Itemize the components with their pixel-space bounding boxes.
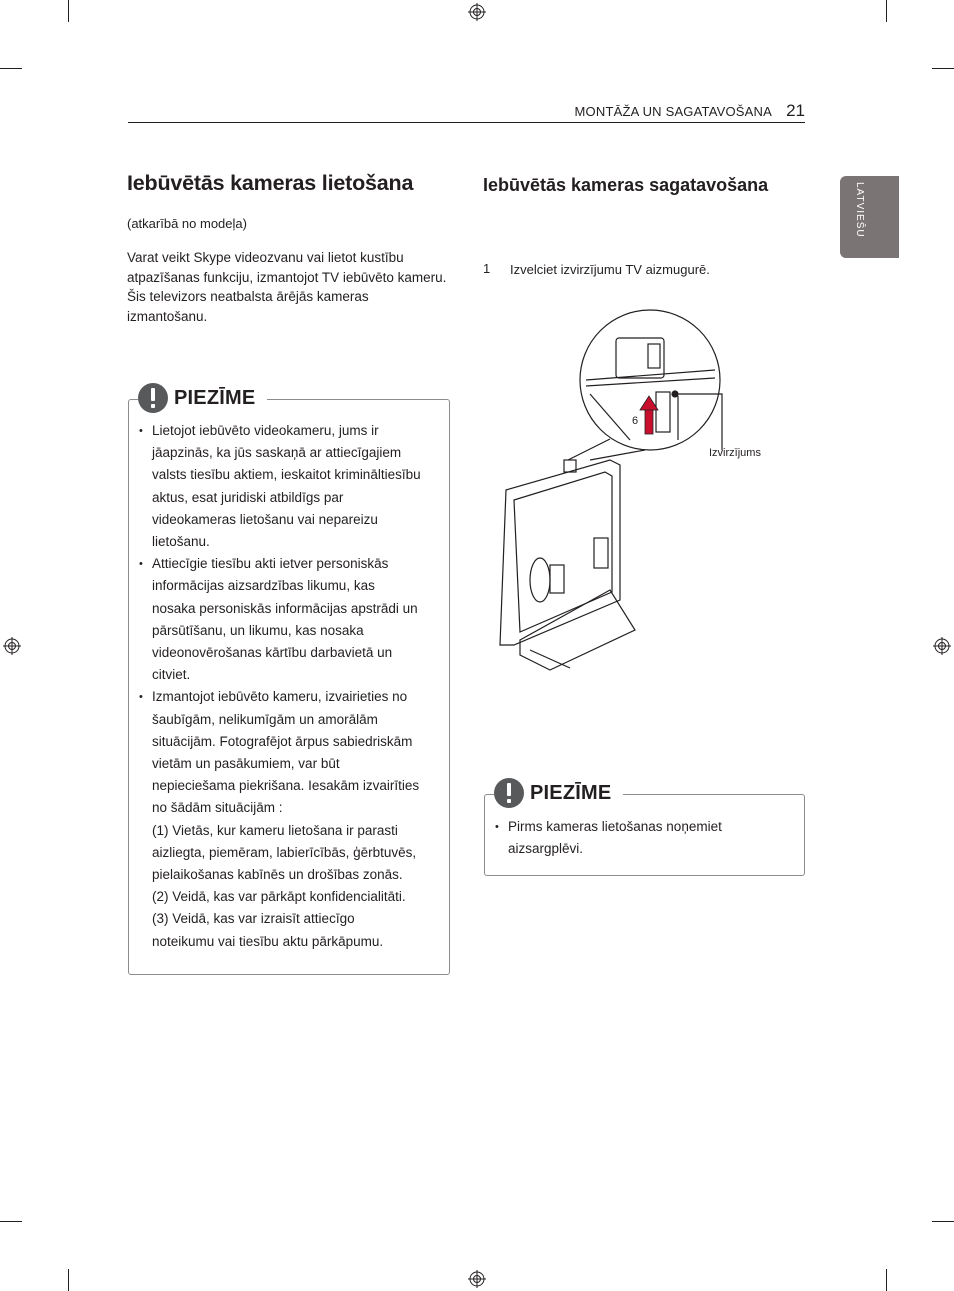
running-head (128, 100, 805, 123)
crop-mark (932, 68, 954, 69)
tv-back (500, 460, 635, 670)
section-heading: Iebūvētās kameras sagatavošana (483, 175, 769, 195)
step-text: Izvelciet izvirzījumu TV aizmugurē. (510, 262, 710, 277)
language-tab (840, 176, 899, 258)
page-number: 21 (786, 101, 805, 120)
registration-mark-icon (468, 1270, 486, 1288)
up-arrow-icon (640, 396, 658, 434)
callout-label: Izvirzījums (709, 447, 761, 459)
note-title: PIEZĪME (174, 386, 256, 409)
model-note: (atkarībā no modeļa) (127, 216, 247, 231)
crop-mark (932, 1221, 954, 1222)
language-tab-label: LATVIEŠU (854, 182, 865, 238)
section-title: MONTĀŽA UN SAGATAVOŠANA (574, 104, 772, 119)
note-title: PIEZĪME (530, 781, 612, 804)
page-title: Iebūvētās kameras lietošana (127, 171, 414, 195)
note-header (138, 383, 267, 413)
note-item: • Lietojot iebūvēto videokameru, jums ir jāapzinās, ka jūs saskaņā ar attiecīgajiem valsts tiesību aktiem, ieskaitot krimināltiesību aktus, esat juridiski atbildīgs par videokameras lietošanu vai nepareizu lietošanu. (129, 420, 447, 553)
magnified-detail (568, 310, 722, 460)
step-number: 1 (483, 261, 491, 276)
note-box-left (128, 399, 450, 975)
crop-mark (0, 1221, 22, 1222)
crop-mark (886, 0, 887, 22)
note-list (485, 816, 802, 860)
registration-mark-icon (933, 637, 951, 655)
note-list (129, 420, 447, 953)
note-header (494, 778, 623, 808)
tv-camera-illustration (490, 300, 730, 680)
exclamation-icon (138, 383, 168, 413)
registration-mark-icon (468, 3, 486, 21)
note-item: • Pirms kameras lietošanas noņemiet aizsargplēvi. (485, 816, 802, 860)
svg-text:6: 6 (632, 415, 639, 427)
crop-mark (68, 0, 69, 22)
intro-paragraph: Varat veikt Skype videozvanu vai lietot kustību atpazīšanas funkciju, izmantojot TV iebūvēto kameru. Šis televizors neatbalsta ārējās kameras izmantošanu. (127, 250, 447, 324)
registration-mark-icon (3, 637, 21, 655)
exclamation-icon (494, 778, 524, 808)
crop-mark (886, 1269, 887, 1291)
note-item: • Attiecīgie tiesību akti ietver personiskās informācijas aizsardzības likumu, kas nosaka personiskās informācijas apstrādi un pārsūtīšanu, un likumu, kas nosaka videonovērošanas kārtību darbavietā un citviet. (129, 553, 447, 686)
crop-mark (68, 1269, 69, 1291)
note-item: • Izmantojot iebūvēto kameru, izvairieties no šaubīgām, nelikumīgām un amorālām situācijām. Fotografējot ārpus sabiedriskām vietām un pasākumiem, var būt nepieciešama piekrišana. Iesakām izvairīties no šādām situācijām : (1) Vietās, kur kameru lietošana ir parasti aizliegta, piemēram, labierīcībās, ģērbtuvēs, pielaikošanas kabīnēs un drošības zonās. (2) Veidā, kas var pārkāpt konfidencialitāti. (3) Veidā, kas var izraisīt attiecīgo noteikumu vai tiesību aktu pārkāpumu. (129, 686, 447, 952)
crop-mark (0, 68, 22, 69)
